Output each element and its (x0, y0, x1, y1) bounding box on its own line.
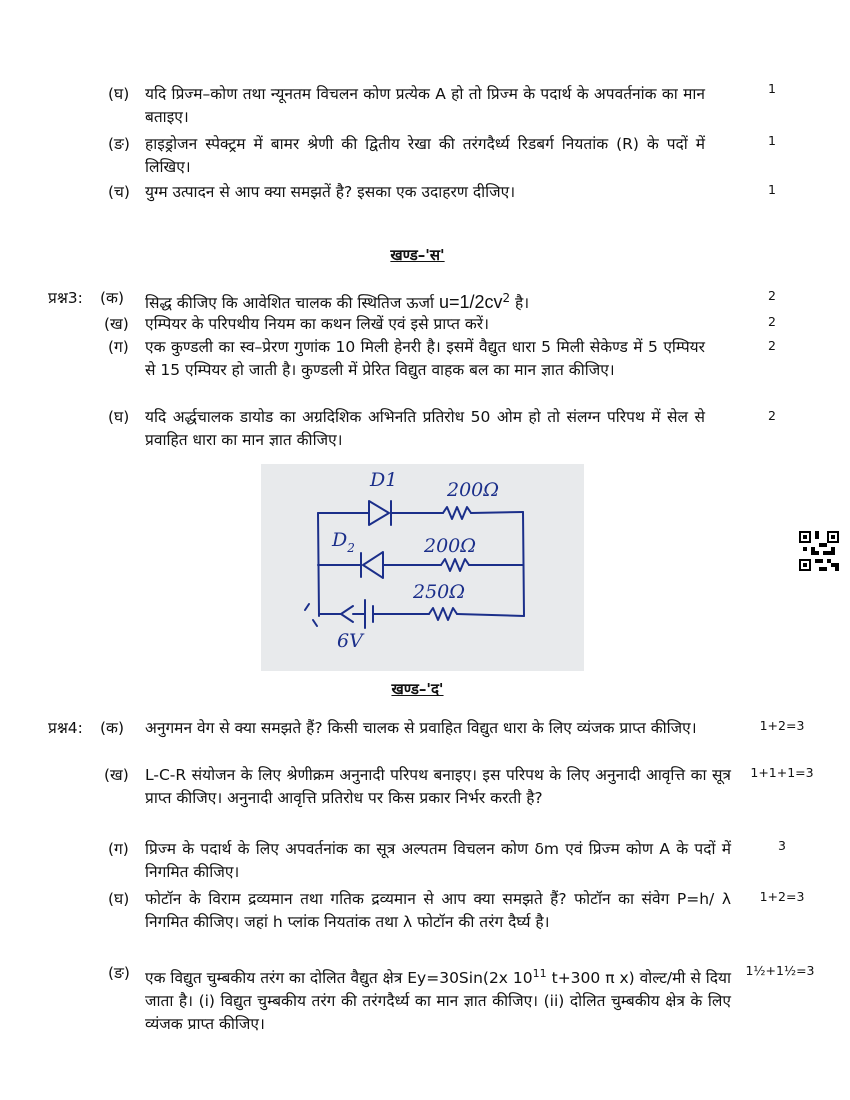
circuit-diagram (261, 464, 584, 671)
question-label-cha: (च) (108, 183, 130, 201)
r2-label: 200Ω (424, 535, 477, 557)
q3-label-kha: (ख) (104, 315, 129, 333)
potential-energy-formula: u=1/2cv (438, 292, 503, 313)
marks-nga: 1 (768, 133, 776, 148)
q3-label-gha: (घ) (108, 408, 130, 426)
diode-d1-icon (369, 501, 389, 525)
q4-label-gha: (घ) (108, 890, 130, 908)
q4-label-nga: (ङ) (108, 964, 130, 982)
battery-label: 6V (337, 630, 363, 652)
q4-text-kha: L-C-R संयोजन के लिए श्रेणीक्रम अनुनादी परिपथ बनाइए। इस परिपथ के लिए अनुनादी आवृत्ति का सूत्र प्राप्त कीजिए। अनुनादी आवृत्ति प्रतिरोध पर किस प्रकार निर्भर करती है? (145, 766, 731, 807)
d2-label: $D_2$ (332, 529, 355, 555)
question-text-gha: यदि प्रिज्म–कोण तथा न्यूनतम विचलन कोण प्रत्येक A हो तो प्रिज्म के पदार्थ के अपवर्तनांक का मान बताइए। (145, 85, 705, 126)
q4-label-kha: (ख) (104, 766, 129, 784)
section-heading-c: खण्ड–'स' (390, 246, 445, 264)
q4-text-gha: फोटॉन के विराम द्रव्यमान तथा गतिक द्रव्यमान से आप क्या समझते हैं? फोटॉन का संवेग P=h/ λ निगमित कीजिए। जहां h प्लांक नियतांक तथा λ फोटॉन की तरंग दैर्घ्य है। (145, 890, 731, 931)
right-wire (523, 512, 524, 616)
q4-marks-ga: 3 (778, 838, 786, 853)
resistor-2-icon (441, 559, 469, 571)
q4-marks-nga: 1½+1½=3 (745, 963, 815, 978)
q4-marks-gha: 1+2=3 (759, 889, 805, 904)
r1-label: 200Ω (447, 479, 500, 501)
diode-d2-icon (363, 552, 383, 578)
q3-marks-ka: 2 (768, 288, 776, 303)
r3-label: 250Ω (413, 581, 466, 603)
arrow-icon (341, 606, 353, 622)
exponent-11: 11 (532, 967, 547, 980)
formula-exponent: 2 (502, 291, 511, 305)
q3-label-ga: (ग) (108, 338, 129, 356)
q3-marks-ga: 2 (768, 338, 776, 353)
question-number-4: प्रश्न4: (48, 719, 83, 737)
q4-text-nga: एक विद्युत चुम्बकीय तरंग का दोलित वैद्युत क्षेत्र Ey=30Sin(2x $10^{11}$ t+300 π x) वोल्ट/मी से दिया जाता है। (i) विद्युत चुम्बकीय तरंग की तरंगदैर्ध्य का मान ज्ञात कीजिए। (ii) दोलित चुम्बकीय क्षेत्र के लिए व्यंजक प्राप्त कीजिए। (145, 967, 732, 1034)
question-label-gha: (घ) (108, 85, 130, 103)
q3-marks-gha: 2 (768, 408, 776, 423)
q4-label-ka: (क) (100, 719, 124, 737)
q3-text-gha: यदि अर्द्धचालक डायोड का अग्रदिशिक अभिनति प्रतिरोध 50 ओम हो तो संलग्न परिपथ में सेल से प्रवाहित धारा का मान ज्ञात कीजिए। (145, 408, 705, 449)
q3-text-ka: सिद्ध कीजिए कि आवेशित चालक की स्थितिज ऊर्जा $u=1/2cv^2$ है। (145, 291, 530, 313)
question-text-nga: हाइड्रोजन स्पेक्ट्रम में बामर श्रेणी की द्वितीय रेखा की तरंगदैर्ध्य रिडबर्ग नियतांक (R) के पदों में लिखिए। (145, 135, 705, 176)
question-label-nga: (ङ) (108, 135, 130, 153)
d1-label: D1 (370, 469, 398, 491)
marks-gha: 1 (768, 81, 776, 96)
q3-text-ga: एक कुण्डली का स्व–प्रेरण गुणांक 10 मिली हेनरी है। इसमें वैद्युत धारा 5 मिली सेकेण्ड में 5 एम्पियर से 15 एम्पियर हो जाती है। कुण्डली में प्रेरित विद्युत वाहक बल का मान ज्ञात कीजिए। (145, 338, 705, 379)
section-heading-d: खण्ड–'द' (391, 680, 444, 698)
q3-marks-kha: 2 (768, 314, 776, 329)
question-text-cha: युग्म उत्पादन से आप क्या समझतें है? इसका एक उदाहरण दीजिए। (145, 183, 516, 201)
q4-label-ga: (ग) (108, 840, 129, 858)
qr-code-icon (799, 531, 839, 571)
q4-marks-ka: 1+2=3 (759, 718, 805, 733)
resistor-1-icon (443, 507, 471, 519)
q4-text-ka: अनुगमन वेग से क्या समझते हैं? किसी चालक से प्रवाहित विद्युत धारा के लिए व्यंजक प्राप्त कीजिए। (145, 719, 697, 737)
q4-text-ga: प्रिज्म के पदार्थ के लिए अपवर्तनांक का सूत्र अल्पतम विचलन कोण δm एवं प्रिज्म कोण A के पदों में निगमित कीजिए। (145, 840, 731, 881)
q3-text-kha: एम्पियर के परिपथीय नियम का कथन लिखें एवं इसे प्राप्त करें। (145, 315, 489, 333)
q4-marks-kha: 1+1+1=3 (750, 765, 814, 780)
q3-label-ka: (क) (100, 289, 124, 307)
question-number-3: प्रश्न3: (48, 289, 83, 307)
resistor-3-icon (429, 608, 457, 620)
circuit-drawing (261, 464, 584, 671)
marks-cha: 1 (768, 182, 776, 197)
